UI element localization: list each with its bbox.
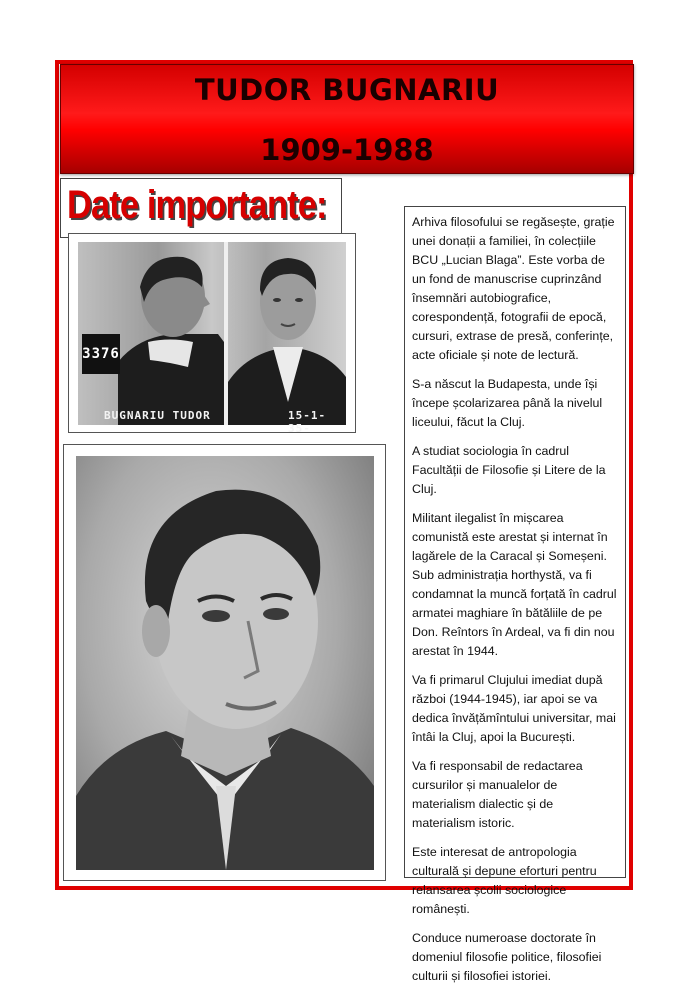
bio-paragraph-archive: Arhiva filosofului se regăsește, grație unei donații a familiei, în colecțiile BCU „Lucian Blaga”. Este vorba de un fond de manuscrise cuprinzând însemnări autobiografice, corespondență, fotografii de epocă, cursuri, extrase de presă, conferințe, acte oficiale și note de lectură.	[412, 215, 615, 362]
mugshot-divider	[224, 242, 228, 425]
bio-paragraph-mayor: Va fi primarul Clujului imediat după război (1944-1945), iar apoi se va dedica învățămîntului universitar, mai întâi la Cluj, apoi la București.	[412, 673, 616, 744]
bio-paragraph-doctorates: Conduce numeroase doctorate în domeniul filosofie politice, filosofiei culturii și filosofiei istoriei.	[412, 931, 602, 983]
mugshot-number-plate: 3376	[82, 334, 120, 374]
bio-paragraph-courses: Va fi responsabil de redactarea cursurilor și manualelor de materialism dialectic și de materialism istoric.	[412, 759, 583, 830]
portrait-illustration	[76, 456, 374, 870]
mugshot-date-caption: 15-1-35-	[288, 409, 327, 435]
bio-paragraph-studies: A studiat sociologia în cadrul Facultății de Filosofie și Litere de la Cluj.	[412, 444, 606, 496]
person-name: TUDOR BUGNARIU	[194, 73, 500, 107]
bio-paragraph-activism: Militant ilegalist în mișcarea comunistă este arestat și internat în lagărele de la Caracal și Someșeni. Sub administrația horthystă, va fi condamnat la muncă forțată în cadrul armatei maghiare în bătăliile de pe Don. Reîntors în Ardeal, va fi din nou arestat în 1944.	[412, 511, 617, 658]
mugshot-image	[78, 242, 346, 435]
bio-paragraph-birth: S-a născut la Budapesta, unde își începe școlarizarea până la nivelul liceului, făcut la Cluj.	[412, 377, 603, 429]
life-years: 1909-1988	[260, 133, 434, 167]
bio-paragraph-anthropology: Este interesat de antropologia culturală și depune eforturi pentru relansarea școlii sociologice românești.	[412, 845, 597, 916]
mugshot-name-caption: BUGNARIU TUDOR	[104, 409, 211, 422]
mugshot-photo	[68, 233, 356, 433]
portrait-photo	[63, 444, 386, 881]
biography-text-box	[404, 206, 626, 983]
section-heading: Date importante:	[67, 183, 327, 227]
title-banner	[60, 64, 634, 174]
portrait-image	[76, 456, 374, 870]
subtitle-box	[60, 178, 342, 238]
